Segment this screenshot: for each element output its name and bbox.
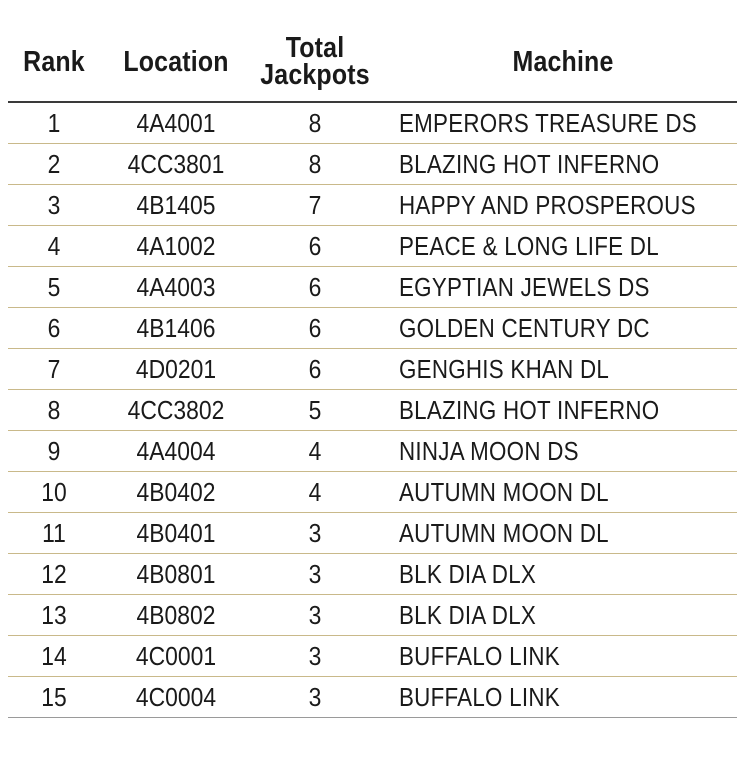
table-row: [8, 554, 737, 595]
table-body: [8, 103, 737, 718]
cell-rank: 11: [42, 518, 66, 548]
cell-location: 4C0004: [135, 682, 217, 712]
cell-total-jackpots: 6: [308, 272, 322, 302]
table-row: [8, 103, 737, 144]
cell-machine: BLK DIA DLX: [399, 559, 537, 589]
cell-location: 4A4003: [136, 272, 216, 302]
cell-rank: 12: [41, 559, 67, 589]
cell-total-jackpots: 5: [308, 395, 322, 425]
cell-location: 4A4001: [136, 108, 216, 138]
cell-rank: 6: [47, 313, 61, 343]
cell-total-jackpots: 3: [308, 518, 322, 548]
cell-total-jackpots: 4: [308, 477, 322, 507]
table-row: [8, 431, 737, 472]
cell-machine: GOLDEN CENTURY DC: [399, 313, 650, 343]
header-location: Location: [123, 46, 229, 78]
cell-location: 4B1405: [136, 190, 216, 220]
cell-total-jackpots: 8: [308, 108, 322, 138]
cell-total-jackpots: 6: [308, 354, 322, 384]
cell-total-jackpots: 3: [308, 682, 322, 712]
header-machine: Machine: [512, 46, 614, 78]
cell-location: 4D0201: [135, 354, 217, 384]
cell-total-jackpots: 3: [308, 600, 322, 630]
table-row: [8, 677, 737, 718]
cell-location: 4A1002: [136, 231, 216, 261]
header-total-line2: Jackpots: [260, 59, 370, 91]
table-row: [8, 226, 737, 267]
table-row: [8, 185, 737, 226]
cell-machine: EMPERORS TREASURE DS: [399, 108, 697, 138]
cell-location: 4B0402: [136, 477, 216, 507]
cell-machine: BLAZING HOT INFERNO: [399, 149, 660, 179]
cell-rank: 14: [41, 641, 67, 671]
cell-total-jackpots: 8: [308, 149, 322, 179]
table-row: [8, 636, 737, 677]
header-total-line1: Total: [285, 32, 345, 64]
cell-rank: 1: [47, 108, 61, 138]
cell-total-jackpots: 7: [308, 190, 322, 220]
cell-rank: 8: [47, 395, 61, 425]
cell-machine: EGYPTIAN JEWELS DS: [399, 272, 650, 302]
cell-machine: AUTUMN MOON DL: [399, 518, 609, 548]
cell-rank: 13: [41, 600, 67, 630]
header-rank: Rank: [23, 46, 85, 78]
cell-machine: BUFFALO LINK: [399, 682, 560, 712]
cell-total-jackpots: 6: [308, 231, 322, 261]
cell-total-jackpots: 3: [308, 559, 322, 589]
cell-total-jackpots: 3: [308, 641, 322, 671]
cell-rank: 10: [41, 477, 67, 507]
table-row: [8, 472, 737, 513]
cell-rank: 7: [47, 354, 61, 384]
cell-location: 4A4004: [136, 436, 216, 466]
table-row: [8, 308, 737, 349]
jackpot-table: [8, 28, 737, 718]
cell-location: 4B0801: [136, 559, 216, 589]
header-total-jackpots: [251, 32, 380, 91]
table-row: [8, 144, 737, 185]
cell-rank: 3: [47, 190, 61, 220]
cell-machine: BLAZING HOT INFERNO: [399, 395, 660, 425]
cell-rank: 9: [47, 436, 61, 466]
table-row: [8, 349, 737, 390]
cell-rank: 4: [47, 231, 61, 261]
cell-rank: 2: [47, 149, 61, 179]
table-row: [8, 595, 737, 636]
cell-machine: GENGHIS KHAN DL: [399, 354, 610, 384]
cell-location: 4CC3801: [127, 149, 225, 179]
cell-location: 4B1406: [136, 313, 216, 343]
cell-rank: 5: [47, 272, 61, 302]
cell-total-jackpots: 4: [308, 436, 322, 466]
cell-machine: AUTUMN MOON DL: [399, 477, 609, 507]
cell-location: 4B0401: [136, 518, 216, 548]
cell-location: 4CC3802: [127, 395, 225, 425]
cell-location: 4B0802: [136, 600, 216, 630]
cell-total-jackpots: 6: [308, 313, 322, 343]
table-row: [8, 267, 737, 308]
cell-machine: PEACE & LONG LIFE DL: [399, 231, 659, 261]
table-row: [8, 390, 737, 431]
cell-machine: BUFFALO LINK: [399, 641, 560, 671]
cell-rank: 15: [41, 682, 67, 712]
cell-machine: HAPPY AND PROSPEROUS: [399, 190, 696, 220]
cell-location: 4C0001: [135, 641, 217, 671]
cell-machine: BLK DIA DLX: [399, 600, 537, 630]
table-header: [8, 28, 737, 103]
table-row: [8, 513, 737, 554]
cell-machine: NINJA MOON DS: [399, 436, 579, 466]
